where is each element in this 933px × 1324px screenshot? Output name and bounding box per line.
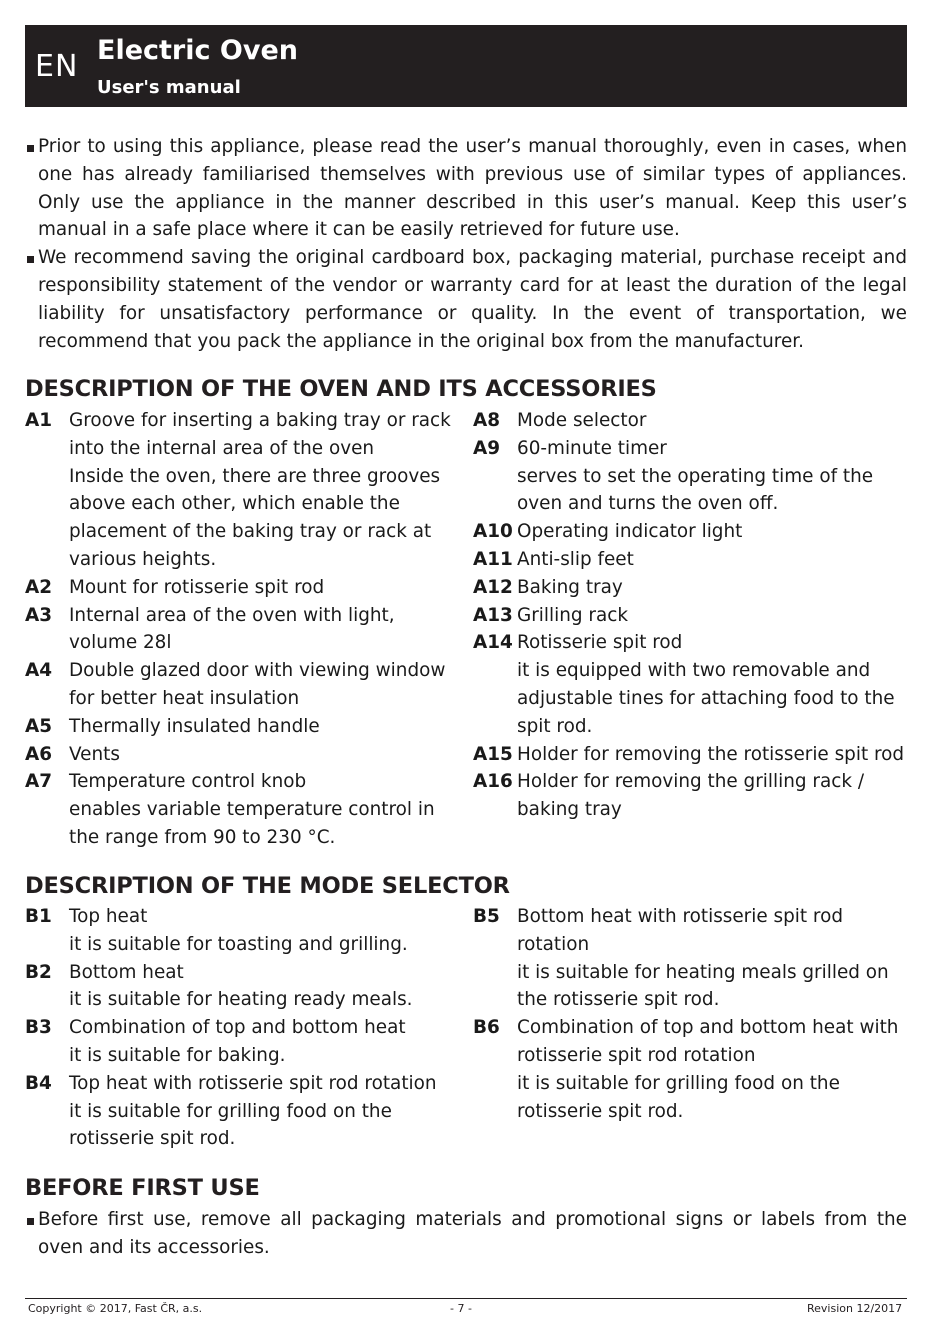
entry-text-line: the range from 90 to 230 °C. bbox=[69, 826, 336, 848]
entry-text-line: volume 28l bbox=[69, 632, 172, 654]
entry-text-line: Internal area of the oven with light, bbox=[69, 604, 395, 626]
description-entry bbox=[25, 903, 465, 959]
entry-code: B4 bbox=[25, 1072, 52, 1094]
entry-text-line: Groove for inserting a baking tray or rack bbox=[69, 410, 451, 431]
entry-text-line: it is suitable for toasting and grilling. bbox=[69, 933, 408, 955]
intro-list bbox=[25, 133, 907, 355]
description-entry bbox=[473, 518, 913, 546]
intro-item bbox=[25, 133, 907, 244]
entry-text-line: oven and turns the oven off. bbox=[517, 493, 779, 515]
entry-text-line: Holder for removing the grilling rack / bbox=[517, 771, 865, 793]
entry-text-line: Double glazed door with viewing window bbox=[69, 660, 446, 682]
entry-text-line: the rotisserie spit rod. bbox=[517, 989, 720, 1011]
entry-text-line: Mount for rotisserie spit rod bbox=[69, 576, 325, 598]
description-entry bbox=[25, 713, 465, 741]
description-entry bbox=[25, 1014, 465, 1070]
modes-heading: DESCRIPTION OF THE MODE SELECTOR bbox=[25, 873, 510, 899]
description-entry bbox=[25, 407, 465, 574]
entry-code: A15 bbox=[473, 743, 513, 765]
page-header bbox=[25, 25, 907, 107]
entry-text-line: Mode selector bbox=[517, 410, 647, 431]
entry-text-line: various heights. bbox=[69, 548, 217, 570]
language-code: EN bbox=[35, 49, 79, 84]
entry-text-line: Holder for removing the rotisserie spit rod bbox=[517, 743, 905, 765]
entry-code: B6 bbox=[473, 1017, 500, 1039]
modes-left-column bbox=[25, 903, 465, 1153]
entry-text-line: it is suitable for grilling food on the bbox=[517, 1072, 840, 1094]
entry-text-line: serves to set the operating time of the bbox=[517, 465, 874, 487]
entry-code: B1 bbox=[25, 906, 52, 927]
entry-text-line: Rotisserie spit rod bbox=[517, 632, 683, 654]
accessories-left-column bbox=[25, 407, 465, 852]
entry-text-line: Thermally insulated handle bbox=[69, 715, 320, 737]
description-entry bbox=[25, 741, 465, 769]
entry-text-line: Baking tray bbox=[517, 576, 623, 598]
intro-text: We recommend saving the original cardboard box, packaging material, purchase receipt and responsibility statement of the vendor or warranty card for at least the duration of the legal liability for unsatisfactory performance or quality. In the event of transportation, we recommend that you pack the appliance in the original box from the manufacturer. bbox=[38, 247, 907, 352]
entry-code: A13 bbox=[473, 604, 513, 626]
entry-code: A6 bbox=[25, 743, 53, 765]
bullet-marker bbox=[27, 1218, 34, 1225]
entry-code: A10 bbox=[473, 521, 513, 543]
bullet-marker bbox=[27, 145, 34, 152]
entry-text-line: above each other, which enable the bbox=[69, 493, 400, 515]
entry-text-line: Grilling rack bbox=[517, 604, 629, 626]
description-entry bbox=[25, 768, 465, 851]
description-entry bbox=[25, 657, 465, 713]
accessories-heading: DESCRIPTION OF THE OVEN AND ITS ACCESSORIES bbox=[25, 376, 657, 402]
entry-code: A16 bbox=[473, 771, 513, 793]
description-entry bbox=[473, 602, 913, 630]
first-use-list bbox=[25, 1206, 907, 1262]
entry-code: B2 bbox=[25, 961, 52, 983]
entry-text-line: Temperature control knob bbox=[69, 771, 307, 793]
entry-text-line: into the internal area of the oven bbox=[69, 437, 375, 459]
entry-text-line: rotisserie spit rod rotation bbox=[517, 1044, 756, 1066]
entry-code: A1 bbox=[25, 410, 53, 431]
entry-code: A9 bbox=[473, 437, 501, 459]
entry-text-line: placement of the baking tray or rack at bbox=[69, 521, 432, 543]
entry-text-line: rotisserie spit rod. bbox=[69, 1128, 236, 1150]
entry-text-line: enables variable temperature control in bbox=[69, 799, 435, 821]
entry-code: A5 bbox=[25, 715, 53, 737]
entry-code: A7 bbox=[25, 771, 53, 793]
entry-code: A14 bbox=[473, 632, 513, 654]
entry-text-line: it is equipped with two removable and bbox=[517, 660, 871, 682]
first-use-heading: BEFORE FIRST USE bbox=[25, 1175, 260, 1201]
entry-text-line: Bottom heat bbox=[69, 961, 184, 983]
entry-text-line: rotation bbox=[517, 933, 590, 955]
description-entry bbox=[25, 602, 465, 658]
entry-text-line: Anti-slip feet bbox=[517, 548, 634, 570]
description-entry bbox=[473, 741, 913, 769]
entry-text-line: Vents bbox=[69, 743, 120, 765]
intro-text: Prior to using this appliance, please read the user’s manual thoroughly, even in cases, when one has already familiarised themselves with previous use of similar types of appliances. Only use the appliance in the manner described in this user’s manual. Keep this user’s manual in a safe place where it can be easily retrieved for future use. bbox=[38, 136, 907, 241]
description-entry bbox=[473, 1014, 913, 1125]
description-entry bbox=[473, 546, 913, 574]
entry-code: A4 bbox=[25, 660, 53, 682]
footer-revision: Revision 12/2017 bbox=[807, 1302, 903, 1315]
entry-text-line: spit rod. bbox=[517, 715, 593, 737]
description-entry bbox=[473, 768, 913, 824]
entry-text-line: adjustable tines for attaching food to the bbox=[517, 687, 895, 709]
entry-text-line: Operating indicator light bbox=[517, 521, 743, 543]
entry-text-line: Bottom heat with rotisserie spit rod bbox=[517, 906, 844, 927]
entry-text-line: for better heat insulation bbox=[69, 687, 300, 709]
accessories-right-column bbox=[473, 407, 913, 824]
description-entry bbox=[25, 1070, 465, 1153]
entry-text-line: Top heat with rotisserie spit rod rotation bbox=[69, 1072, 437, 1094]
entry-text-line: Combination of top and bottom heat with bbox=[517, 1017, 899, 1039]
description-entry bbox=[25, 574, 465, 602]
description-entry bbox=[473, 435, 913, 518]
entry-code: B5 bbox=[473, 906, 500, 927]
modes-right-column bbox=[473, 903, 913, 1125]
entry-text-line: it is suitable for grilling food on the bbox=[69, 1100, 392, 1122]
bullet-marker bbox=[27, 256, 34, 263]
entry-text-line: baking tray bbox=[517, 799, 622, 821]
entry-text-line: Inside the oven, there are three grooves bbox=[69, 465, 441, 487]
first-use-text: Before first use, remove all packaging materials and promotional signs or labels from the oven and its accessories. bbox=[38, 1209, 907, 1258]
entry-code: A2 bbox=[25, 576, 53, 598]
footer-divider bbox=[25, 1298, 907, 1299]
entry-code: B3 bbox=[25, 1017, 52, 1039]
description-entry bbox=[473, 629, 913, 740]
document-title: Electric Oven bbox=[97, 35, 298, 66]
entry-text-line: Top heat bbox=[69, 906, 148, 927]
description-entry bbox=[473, 407, 913, 435]
entry-text-line: 60-minute timer bbox=[517, 437, 667, 459]
entry-text-line: rotisserie spit rod. bbox=[517, 1100, 684, 1122]
intro-item bbox=[25, 244, 907, 355]
description-entry bbox=[25, 959, 465, 1015]
entry-code: A3 bbox=[25, 604, 53, 626]
description-entry bbox=[473, 903, 913, 1014]
entry-code: A8 bbox=[473, 410, 501, 431]
description-entry bbox=[473, 574, 913, 602]
first-use-item bbox=[25, 1206, 907, 1262]
entry-code: A11 bbox=[473, 548, 513, 570]
entry-text-line: it is suitable for heating ready meals. bbox=[69, 989, 413, 1011]
footer-copyright: Copyright © 2017, Fast ČR, a.s. bbox=[28, 1302, 203, 1315]
document-subtitle: User's manual bbox=[97, 77, 241, 98]
entry-code: A12 bbox=[473, 576, 513, 598]
entry-text-line: it is suitable for heating meals grilled on bbox=[517, 961, 889, 983]
entry-text-line: it is suitable for baking. bbox=[69, 1044, 286, 1066]
entry-text-line: Combination of top and bottom heat bbox=[69, 1017, 406, 1039]
footer-page-number: - 7 - bbox=[450, 1302, 472, 1315]
